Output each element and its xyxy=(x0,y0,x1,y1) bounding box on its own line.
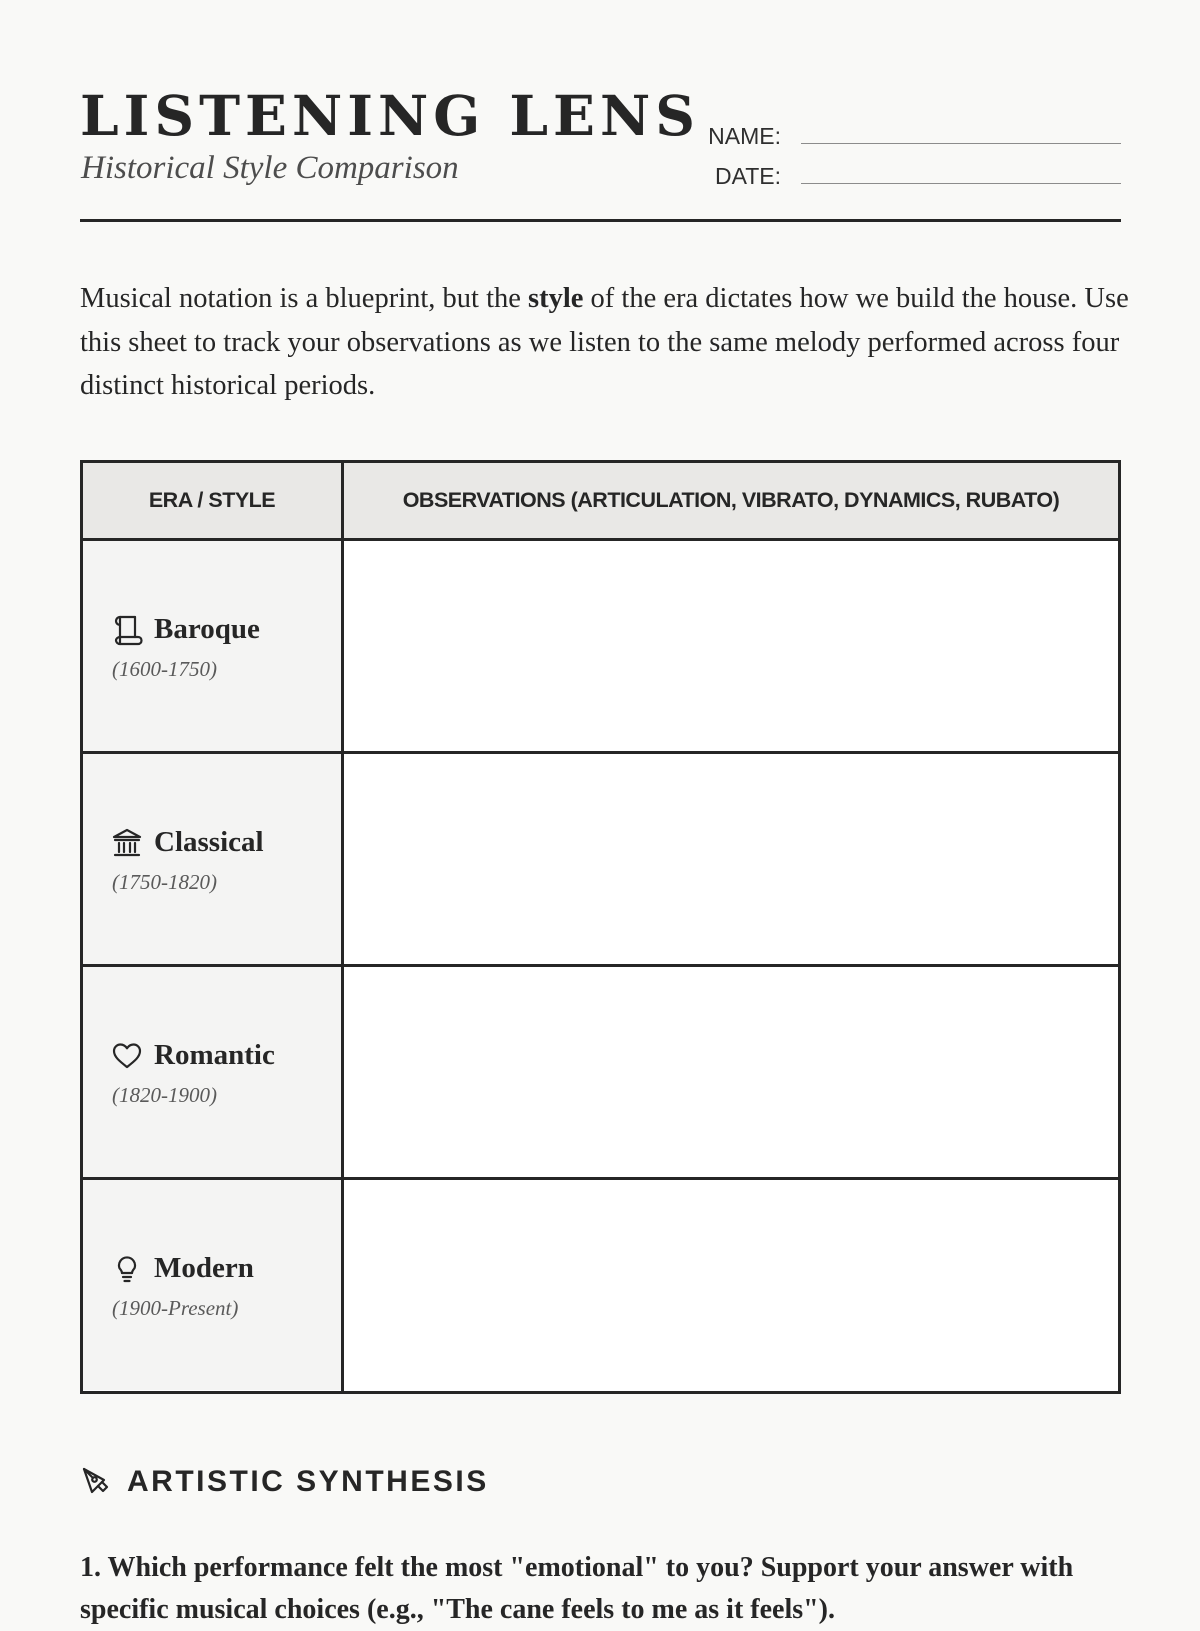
column-divider xyxy=(341,463,344,1391)
era-name: Baroque xyxy=(154,613,260,645)
era-dates: (1900-Present) xyxy=(112,1296,239,1320)
era-dates: (1750-1820) xyxy=(112,870,217,894)
observation-cell-classical[interactable] xyxy=(344,754,1118,964)
era-name: Modern xyxy=(154,1252,254,1284)
intro-text-end: of the era dictates how we build the house. Use this sheet to track your observations as we listen to the same melody performed across four distinct historical periods. xyxy=(80,283,1129,401)
name-label: NAME: xyxy=(708,123,781,149)
era-dates: (1820-1900) xyxy=(112,1083,217,1107)
column-header-observations: OBSERVATIONS (ARTICULATION, VIBRATO, DYNAMICS, RUBATO) xyxy=(344,463,1118,538)
question-1: 1. Which performance felt the most "emotional" to you? Support your answer with specific musical choices (e.g., "The cane feels to me as it feels"). xyxy=(80,1552,1074,1625)
era-cell-modern xyxy=(83,1180,341,1390)
header-divider xyxy=(80,219,1121,222)
era-cell-baroque xyxy=(83,541,341,751)
era-name: Classical xyxy=(154,826,264,858)
era-cell-classical xyxy=(83,754,341,964)
observation-cell-modern[interactable] xyxy=(344,1180,1118,1390)
date-field-line[interactable] xyxy=(801,183,1121,184)
date-label: DATE: xyxy=(714,163,781,189)
scroll-icon xyxy=(111,614,143,646)
heart-icon xyxy=(111,1040,143,1072)
landmark-icon xyxy=(111,827,143,859)
intro-paragraph xyxy=(80,277,1130,408)
column-header-era: ERA / STYLE xyxy=(83,463,341,538)
era-name: Romantic xyxy=(154,1039,275,1071)
worksheet-subtitle: Historical Style Comparison xyxy=(81,150,459,186)
section-heading-synthesis: ARTISTIC SYNTHESIS xyxy=(127,1465,489,1498)
name-field-line[interactable] xyxy=(801,143,1121,144)
lightbulb-icon xyxy=(111,1253,143,1285)
era-cell-romantic xyxy=(83,967,341,1177)
intro-emphasis: style xyxy=(528,283,584,314)
observation-cell-baroque[interactable] xyxy=(344,541,1118,751)
worksheet-title: LISTENING LENS xyxy=(80,83,700,148)
pen-nib-icon xyxy=(80,1465,114,1499)
comparison-table xyxy=(80,460,1121,1394)
observation-cell-romantic[interactable] xyxy=(344,967,1118,1177)
era-dates: (1600-1750) xyxy=(112,657,217,681)
header-row-divider xyxy=(83,538,1118,541)
intro-text-start: Musical notation is a blueprint, but the xyxy=(80,283,529,314)
